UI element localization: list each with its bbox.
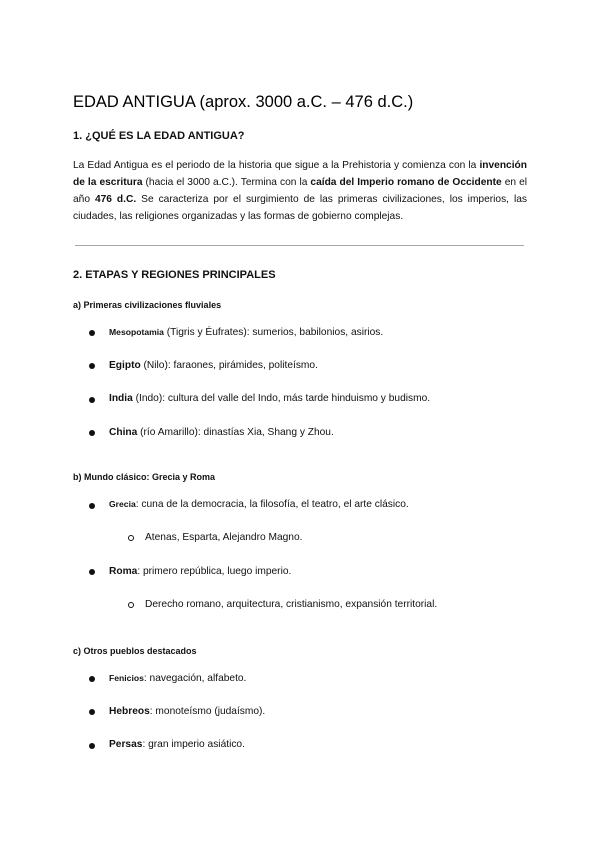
item-name: Mesopotamia bbox=[109, 327, 164, 337]
list-item-india bbox=[109, 393, 430, 404]
para-text-1: La Edad Antigua es el periodo de la historia que sigue a la Prehistoria y comienza con la bbox=[73, 160, 480, 171]
para-bold-2: caída del Imperio romano de Occidente bbox=[310, 177, 502, 188]
item-text: : navegación, alfabeto. bbox=[143, 673, 247, 684]
item-name: Persas bbox=[109, 739, 143, 750]
sub-item-grecia: Atenas, Esparta, Alejandro Magno. bbox=[145, 532, 303, 543]
item-text: (Tigris y Éufrates): sumerios, babilonios, asirios. bbox=[163, 327, 384, 338]
page-title: EDAD ANTIGUA (aprox. 3000 a.C. – 476 d.C.) bbox=[73, 93, 414, 111]
horizontal-divider bbox=[75, 245, 524, 246]
bullet-icon bbox=[89, 430, 95, 436]
para-bold-1: invención de la escritura bbox=[73, 160, 527, 188]
item-name: India bbox=[109, 393, 133, 404]
section2-heading: 2. ETAPAS Y REGIONES PRINCIPALES bbox=[73, 269, 276, 281]
list-item-grecia bbox=[109, 499, 409, 510]
para-text-2: (hacia el 3000 a.C.). Termina con la bbox=[142, 177, 311, 188]
item-text: : cuna de la democracia, la filosofía, el teatro, el arte clásico. bbox=[135, 499, 409, 510]
bullet-icon bbox=[89, 743, 95, 749]
bullet-icon bbox=[89, 397, 95, 403]
list-item-mesopotamia bbox=[109, 327, 383, 338]
item-name: Roma bbox=[109, 566, 138, 577]
para-bold-3: 476 d.C. bbox=[94, 194, 137, 205]
subsection-a-heading: a) Primeras civilizaciones fluviales bbox=[73, 300, 222, 310]
subsection-b-heading: b) Mundo clásico: Grecia y Roma bbox=[73, 472, 216, 482]
subsection-c-heading: c) Otros pueblos destacados bbox=[73, 646, 197, 656]
list-item-hebreos bbox=[109, 706, 265, 717]
item-name: Hebreos bbox=[109, 706, 150, 717]
list-item-fenicios bbox=[109, 673, 246, 684]
bullet-icon bbox=[89, 676, 95, 682]
item-name: China bbox=[109, 427, 138, 438]
list-item-egipto bbox=[109, 360, 318, 371]
bullet-icon bbox=[89, 363, 95, 369]
item-name: Grecia bbox=[109, 499, 136, 509]
list-item-persas bbox=[109, 739, 245, 750]
item-text: (río Amarillo): dinastías Xia, Shang y Zhou. bbox=[137, 427, 334, 438]
list-item-china bbox=[109, 427, 334, 438]
list-item-roma bbox=[109, 566, 291, 577]
item-text: : gran imperio asiático. bbox=[142, 739, 245, 750]
item-name: Fenicios bbox=[109, 673, 144, 683]
item-name: Egipto bbox=[109, 360, 141, 371]
item-text: (Nilo): faraones, pirámides, politeísmo. bbox=[140, 360, 318, 371]
section1-heading: 1. ¿QUÉ ES LA EDAD ANTIGUA? bbox=[73, 130, 245, 142]
item-text: : monoteísmo (judaísmo). bbox=[149, 706, 266, 717]
para-text-3: en el año bbox=[73, 177, 527, 205]
sub-bullet-icon bbox=[128, 535, 134, 541]
sub-bullet-icon bbox=[128, 602, 134, 608]
sub-item-roma: Derecho romano, arquitectura, cristianismo, expansión territorial. bbox=[145, 599, 438, 610]
section1-paragraph bbox=[73, 157, 527, 225]
bullet-icon bbox=[89, 569, 95, 575]
item-text: (Indo): cultura del valle del Indo, más tarde hinduismo y budismo. bbox=[132, 393, 431, 404]
item-text: : primero república, luego imperio. bbox=[137, 566, 292, 577]
bullet-icon bbox=[89, 709, 95, 715]
bullet-icon bbox=[89, 503, 95, 509]
para-text-4: Se caracteriza por el surgimiento de las primeras civilizaciones, los imperios, las ciudades, las religiones organizadas y las formas de gobierno complejas. bbox=[73, 194, 528, 222]
bullet-icon bbox=[89, 330, 95, 336]
